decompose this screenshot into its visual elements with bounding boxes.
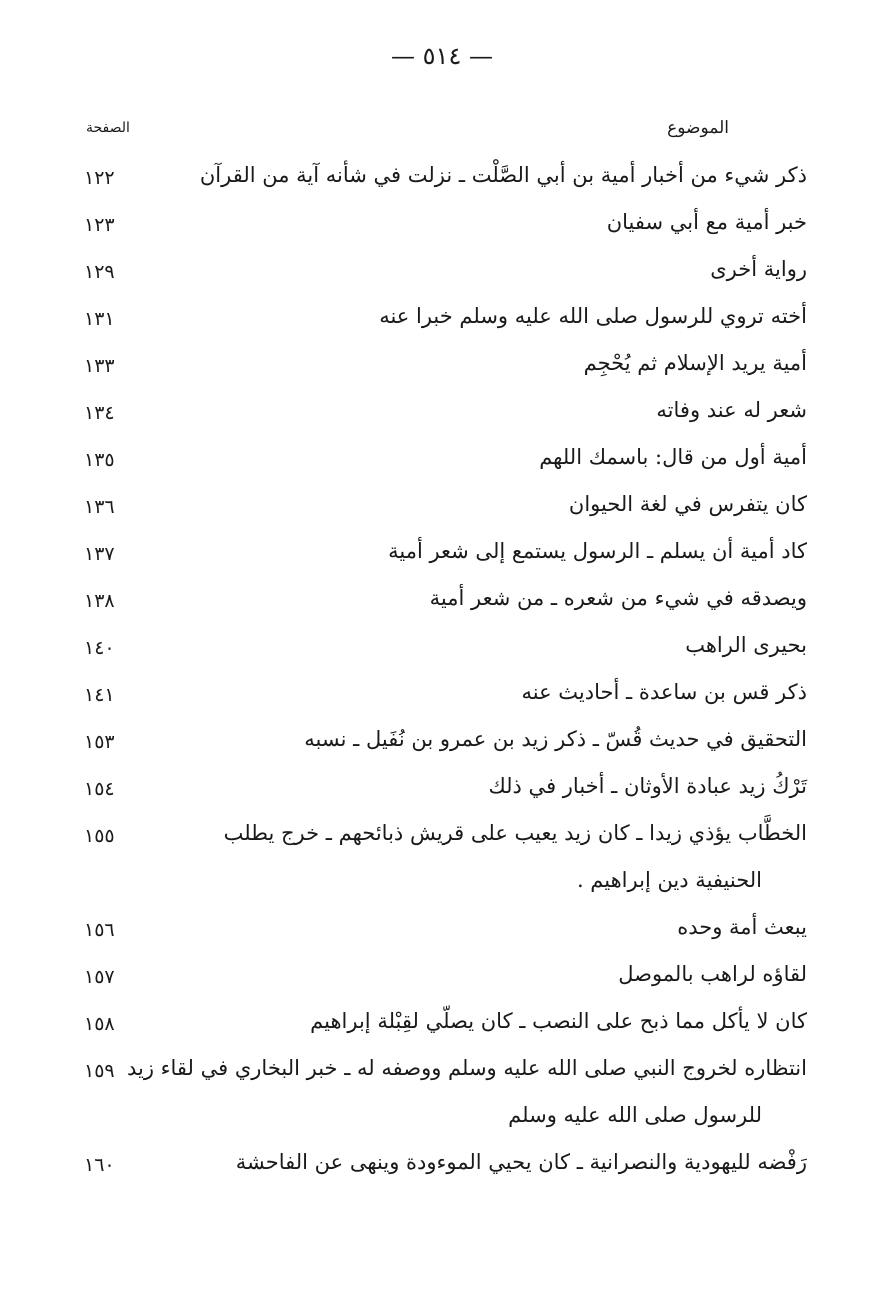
toc-entry [0, 343, 884, 390]
toc-entry [0, 625, 884, 672]
header-page: الصفحة [86, 120, 130, 136]
toc-entry-title: للرسول صلى الله عليه وسلم [508, 1103, 762, 1127]
toc-entry-title: الخطَّاب يؤذي زيدا ـ كان زيد يعيب على قريش ذبائحهم ـ خرج يطلب [223, 821, 807, 845]
toc-entry-page: ١٥٨ [84, 1013, 115, 1035]
toc-entry-title: ذكر قس بن ساعدة ـ أحاديث عنه [521, 680, 807, 704]
toc-entry-title: أمية أول من قال: باسمك اللهم [539, 445, 807, 469]
toc-entry [0, 766, 884, 813]
toc-entry-title: ويصدقه في شيء من شعره ـ من شعر أمية [429, 586, 807, 610]
toc-entry [0, 484, 884, 531]
toc-entry-title: أمية يريد الإسلام ثم يُحْجِم [583, 351, 807, 375]
toc-entry-title: شعر له عند وفاته [656, 398, 807, 422]
toc-entry-page: ١٤٠ [84, 637, 115, 659]
toc-entry-title: التحقيق في حديث قُسّ ـ ذكر زيد بن عمرو بن نُفَيل ـ نسبه [304, 727, 807, 751]
toc-entry-page: ١٣٦ [84, 496, 115, 518]
toc-entry-title: بحيرى الراهب [685, 633, 807, 657]
toc-entry-page: ١٣٣ [84, 355, 115, 377]
toc-entry [0, 155, 884, 202]
toc-entry-page: ١٢٢ [84, 167, 115, 189]
toc-entry [0, 202, 884, 249]
toc-entry-title: كان يتفرس في لغة الحيوان [568, 492, 807, 516]
toc-entry [0, 672, 884, 719]
toc-entry [0, 1001, 884, 1048]
toc-entry [0, 907, 884, 954]
table-of-contents [0, 155, 884, 1189]
toc-entry [0, 1142, 884, 1189]
toc-entry-page: ١٥٧ [84, 966, 115, 988]
toc-entry-page: ١٣١ [84, 308, 115, 330]
toc-entry [0, 249, 884, 296]
toc-entry-page: ١٢٣ [84, 214, 115, 236]
toc-entry-page: ١٥٦ [84, 919, 115, 941]
toc-entry-page: ١٥٤ [84, 778, 115, 800]
toc-entry [0, 531, 884, 578]
toc-entry-page: ١٢٩ [84, 261, 115, 283]
toc-entry-page: ١٥٣ [84, 731, 115, 753]
toc-entry [0, 719, 884, 766]
toc-entry-page: ١٦٠ [84, 1154, 115, 1176]
toc-entry-title: كان لا يأكل مما ذبح على النصب ـ كان يصلّي لقِبْلة إبراهيم [310, 1009, 807, 1033]
toc-entry-page: ١٥٥ [84, 825, 115, 847]
toc-entry-title: الحنيفية دين إبراهيم . [576, 868, 762, 892]
toc-entry-title: رَفْضه لليهودية والنصرانية ـ كان يحيي الموءودة وينهى عن الفاحشة [235, 1150, 807, 1174]
toc-entry [0, 578, 884, 625]
toc-entry-title: انتظاره لخروج النبي صلى الله عليه وسلم ووصفه له ـ خبر البخاري في لقاء زيد [126, 1056, 807, 1080]
toc-entry [0, 813, 884, 907]
toc-entry-title: أخته تروي للرسول صلى الله عليه وسلم خبرا عنه [379, 304, 807, 328]
toc-entry-title: يبعث أمة وحده [677, 915, 807, 939]
header-topic: الموضوع [667, 118, 729, 138]
toc-entry-page: ١٣٥ [84, 449, 115, 471]
toc-entry-page: ١٤١ [84, 684, 115, 706]
toc-entry-title: كاد أمية أن يسلم ـ الرسول يستمع إلى شعر أمية [388, 539, 807, 563]
toc-entry [0, 437, 884, 484]
toc-entry-page: ١٥٩ [84, 1060, 115, 1082]
toc-entry [0, 390, 884, 437]
page-number: — ٥١٤ — [391, 42, 493, 70]
toc-entry-page: ١٣٤ [84, 402, 115, 424]
toc-entry-title: لقاؤه لراهب بالموصل [618, 962, 807, 986]
toc-entry-title: ذكر شيء من أخبار أمية بن أبي الصَّلْت ـ نزلت في شأنه آية من القرآن [199, 163, 807, 187]
toc-entry [0, 296, 884, 343]
toc-entry [0, 1048, 884, 1142]
toc-entry-title: تَرْكُ زيد عبادة الأوثان ـ أخبار في ذلك [488, 774, 807, 798]
toc-entry [0, 954, 884, 1001]
toc-entry-page: ١٣٧ [84, 543, 115, 565]
toc-entry-title: رواية أخرى [710, 257, 807, 281]
toc-entry-title: خبر أمية مع أبي سفيان [606, 210, 807, 234]
toc-entry-page: ١٣٨ [84, 590, 115, 612]
